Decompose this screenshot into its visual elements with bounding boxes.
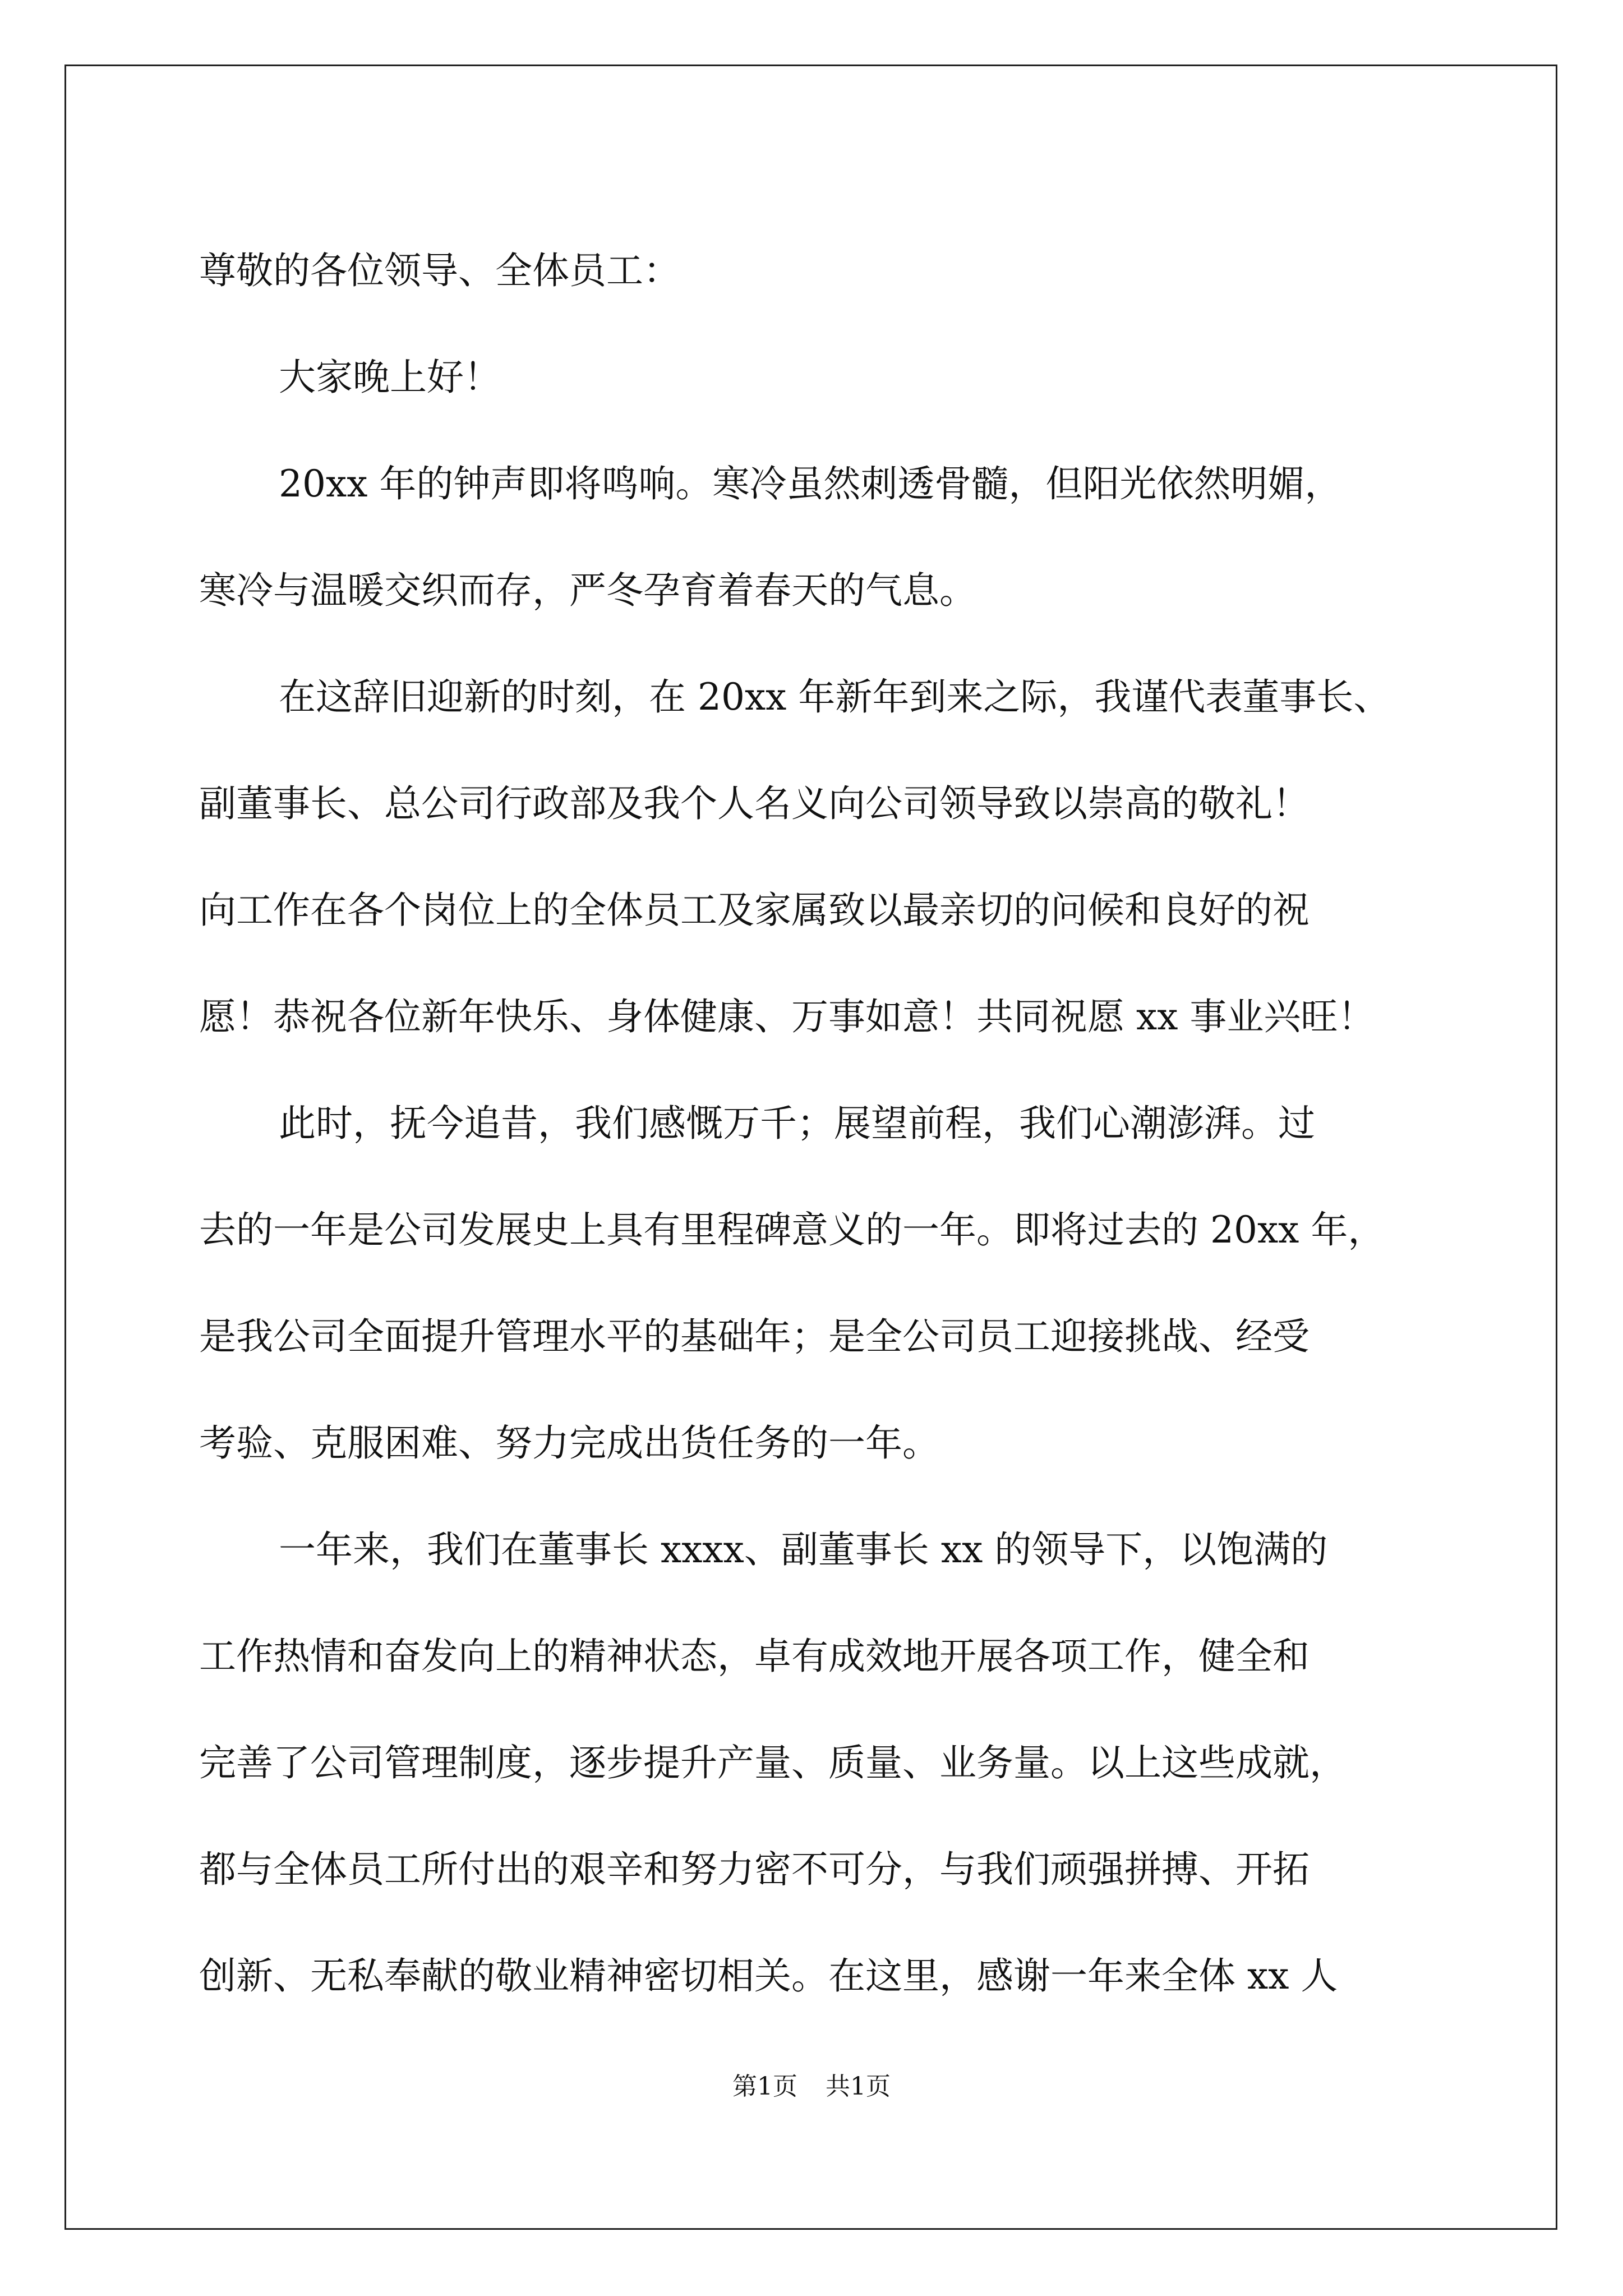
paragraph-line: 寒冷与温暖交织而存，严冬孕育着春天的气息。 bbox=[199, 569, 976, 612]
paragraph-line: 去的一年是公司发展史上具有里程碑意义的一年。即将过去的 20xx 年， bbox=[199, 1208, 1385, 1251]
paragraph-line: 副董事长、总公司行政部及我个人名义向公司领导致以崇高的敬礼！ bbox=[199, 782, 1310, 825]
paragraph-line: 完善了公司管理制度，逐步提升产量、质量、业务量。以上这些成就， bbox=[199, 1741, 1347, 1784]
page-total: 共1页 bbox=[826, 2072, 891, 2101]
paragraph-line: 大家晚上好！ bbox=[279, 356, 501, 399]
paragraph-line: 是我公司全面提升管理水平的基础年；是全公司员工迎接挑战、经受 bbox=[199, 1315, 1310, 1358]
paragraph-line: 向工作在各个岗位上的全体员工及家属致以最亲切的问候和良好的祝 bbox=[199, 889, 1310, 932]
page-number: 第1页 bbox=[732, 2072, 797, 2101]
paragraph-line: 在这辞旧迎新的时刻，在 20xx 年新年到来之际，我谨代表董事长、 bbox=[279, 675, 1391, 719]
paragraph-line: 创新、无私奉献的敬业精神密切相关。在这里，感谢一年来全体 xx 人 bbox=[199, 1954, 1338, 1998]
paragraph-line: 愿！恭祝各位新年快乐、身体健康、万事如意！共同祝愿 xx 事业兴旺！ bbox=[199, 995, 1375, 1038]
paragraph-line: 20xx 年的钟声即将鸣响。寒冷虽然刺透骨髓，但阳光依然明媚， bbox=[279, 462, 1342, 505]
document-body bbox=[199, 218, 1461, 2030]
page-footer bbox=[0, 2070, 1623, 2104]
paragraph-line: 工作热情和奋发向上的精神状态，卓有成效地开展各项工作，健全和 bbox=[199, 1635, 1310, 1678]
paragraph-line: 考验、克服困难、努力完成出货任务的一年。 bbox=[199, 1421, 939, 1465]
paragraph-line: 都与全体员工所付出的艰辛和努力密不可分，与我们顽强拼搏、开拓 bbox=[199, 1848, 1310, 1891]
paragraph-line: 此时，抚今追昔，我们感慨万千；展望前程，我们心潮澎湃。过 bbox=[279, 1102, 1315, 1145]
salutation: 尊敬的各位领导、全体员工： bbox=[199, 249, 680, 292]
paragraph-line: 一年来，我们在董事长 xxxx、副董事长 xx 的领导下，以饱满的 bbox=[279, 1528, 1328, 1571]
